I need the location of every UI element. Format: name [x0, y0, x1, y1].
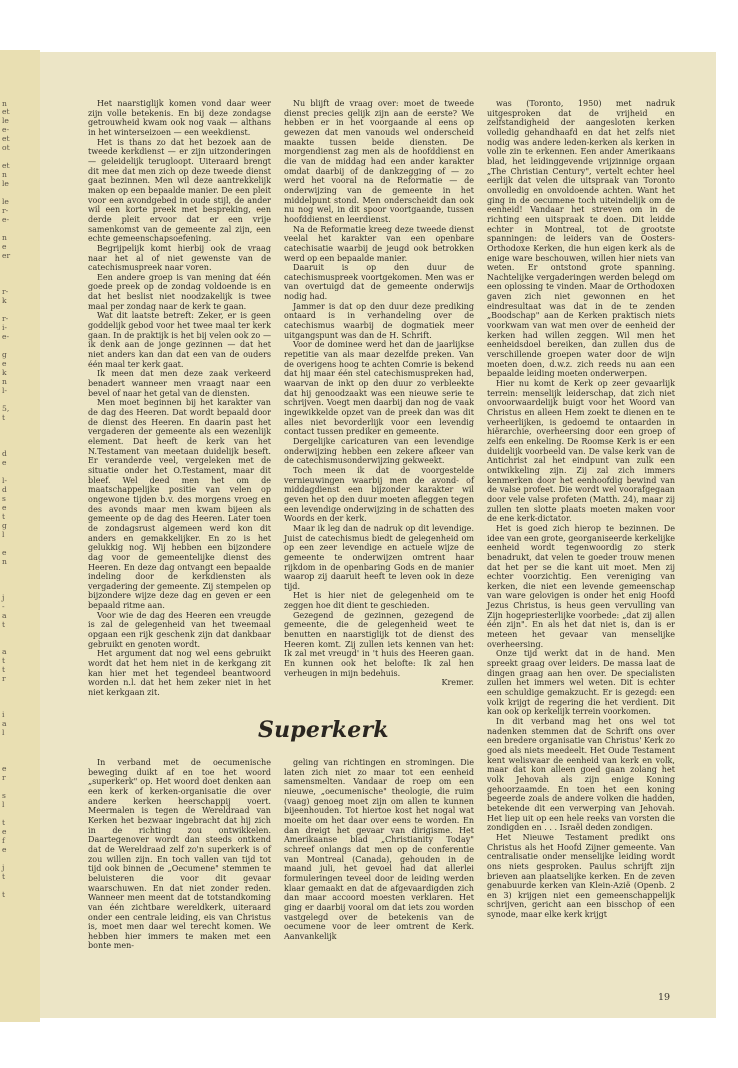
paragraph: Het is hier niet de gelegenheid om te zeggen hoe dit dient te geschieden. [284, 591, 474, 611]
edge-text-fragment: n [2, 377, 7, 386]
edge-text-fragment: t [2, 620, 6, 629]
edge-text-fragment: a [2, 647, 7, 656]
paragraph: Het Nieuwe Testament predikt ons Christus als het Hoofd Zijner gemeente. Van centralisatie onder menselijke leiding wordt ons niets gesproken. Paulus schrijft zijn brieven aan plaatselijke kerken. En de zeven genabuurde kerken van Klein-Azië (Openb. 2 en 3) krijgen niet een gemeenschappelijk schrijven, gericht aan een bisschop of een synode, maar elke kerk krijgt [487, 832, 675, 920]
paragraph: Het naarstiglijk komen vond daar weer zijn volle betekenis. En bij deze zondagse getrouwheid kwam ook nog vaak — althans in het winterseizoen — een weekdienst. [88, 99, 271, 137]
edge-text-fragment: t [2, 656, 6, 665]
edge-text-fragment: n [2, 557, 7, 566]
paragraph: In dit verband mag het ons wel tot nadenken stemmen dat de Schrift ons over een bredere organisatie van Christus' Kerk zo goed als niets meedeelt. Het Oude Testament kent weliswaar de eenheid van kerk en volk, maar dat kon alleen goed gaan zolang het volk Jehovah als zijn enige Koning gehoorzaamde. En toen het een koning begeerde zoals de andere volken die hadden, betekende dit een verwerping van Jehovah. Het liep uit op een hele reeks van vorsten die zondigden en . . . Israël deden zondigen. [487, 717, 675, 833]
paragraph: Jammer is dat op den duur deze prediking ontaard is in verhandeling over de catechismus waarbij de dogmatiek meer uitgangspunt was dan de H. Schrift. [284, 301, 474, 340]
paragraph: Het argument dat nog wel eens gebruikt wordt dat het hem niet in de kerkgang zit kan hier met het tegendeel beantwoord worden n.l. dat het hem zeker niet in het niet kerkgaan zit. [88, 649, 271, 698]
edge-text-fragment: g [2, 521, 7, 530]
paragraph: Dergelijke caricaturen van een levendige onderwijzing hebben een zekere afkeer van de catechismusonderwijzing gekweekt. [284, 436, 474, 466]
edge-text-fragment: d [2, 449, 7, 458]
paragraph: Hier nu komt de Kerk op zeer gevaarlijk terrein: menselijk leiderschap, dat zich niet onvoorwaardelijk buigt voor het Woord van Christus en alleen Hem zoekt te dienen en te verheerlijken, is gedoemd te ontaarden in hiërarchie, overheersing door een groep of zelfs een enkeling. De Roomse Kerk is er een duidelijk voorbeeld van. De valse kerk van de Antichrist zal het eindpunt van zulk een ontwikkeling zijn. Zij zal zich immers kenmerken door het eenhoofdig bewind van de valse profeet. Die wordt wel voorafgegaan door vele valse profeten (Matth. 24), maar zij zullen ten slotte plaats moeten maken voor de ene kerk-dictator. [487, 379, 675, 524]
edge-text-fragment: e [2, 503, 7, 512]
paragraph: Toch meen ik dat de voorgestelde vernieuwingen waarbij men de avond- of middagdienst een bijzonder karakter wil geven het op den duur moeten afleggen tegen een levendige onderwijzing in de schatten des Woords en der kerk. [284, 465, 474, 524]
edge-text-fragment: r- [2, 206, 9, 215]
edge-text-fragment: et [2, 134, 10, 143]
edge-text-fragment: l [2, 728, 5, 737]
edge-text-fragment: n [2, 170, 7, 179]
edge-text-fragment: g [2, 350, 7, 359]
article-column-1 [88, 99, 271, 698]
edge-text-fragment: k [2, 296, 7, 305]
paragraph: Daaruit is op den duur de catechismuspreek voortgekomen. Men was er van overtuigd dat de gemeente onderwijs nodig had. [284, 263, 474, 302]
paragraph: Men moet beginnen bij het karakter van de dag des Heeren. Dat wordt bepaald door de dienst des Heeren. En daarin past het vergaderen der gemeente als een wezenlijk element. Dat heeft de kerk van het N.Testament van meetaan duidelijk beseft. Er veranderde veel, vergeleken met de situatie onder het O.Testament, maar dit bleef. Wel deed men het om de maatschappelijke positie van velen op ongewone tijden b.v. des morgens vroeg en des avonds maar men kwam bijeen als gemeente op de dag des Heeren. Later toen de zondagsrust algemeen werd kon dit anders en gemakkelijker. En zo is het gelukkig nog. Wij hebben een bijzondere dag voor de gemeentelijke dienst des Heeren. En deze dag ontvangt een bepaalde indeling door de kerkdiensten als vergadering der gemeente. Zij stempelen op bijzondere wijze deze dag en geven er een bepaald ritme aan. [88, 398, 271, 611]
edge-text-fragment: t [2, 512, 6, 521]
edge-text-fragment: er [2, 251, 11, 260]
author-signature: Kremer. [441, 678, 474, 688]
edge-text-fragment: i [2, 710, 5, 719]
edge-text-fragment: e [2, 845, 7, 854]
paragraph: Onze tijd werkt dat in de hand. Men spreekt graag over leiders. De massa laat de dingen graag aan hen over. De specialisten zullen het immers wel weten. Dit is echter een schuldige gemakzucht. Er is gezegd: een volk krijgt de regering die het verdient. Dit kan ook op kerkelijk terrein voorkomen. [487, 649, 675, 717]
edge-text-fragment: le [2, 197, 9, 206]
paragraph: Het is goed zich hierop te bezinnen. De idee van een grote, georganiseerde kerkelijke eenheid wordt tegenwoordig zo sterk benadrukt, dat velen te goeder trouw menen dat het per se die kant uit moet. Men zij echter voorzichtig. Een vereniging van kerken, die niet een levende gemeenschap van ware gelovigen is onder het enig Hoofd Jezus Christus, is heus geen vervulling van Zijn hogepriesterlijke voorbede: „dat zij allen één zijn". En als het dat niet is, dan is er meteen het gevaar van menselijke overheersing. [487, 523, 675, 649]
edge-text-fragment: r- [2, 314, 9, 323]
edge-text-fragment: l [2, 530, 5, 539]
edge-text-fragment: 5, [2, 404, 10, 413]
edge-text-fragment: r [2, 674, 6, 683]
edge-text-fragment: e- [2, 332, 10, 341]
paragraph: Maar ik leg dan de nadruk op dit levendige. Juist de catechismus biedt de gelegenheid om op een zeer levendige en actuele wijze de gemeente te onderwijzen omtrent haar rijkdom in de openbaring Gods en de manier waarop zij daaruit heeft te leven ook in deze tijd. [284, 523, 474, 591]
edge-text-fragment: e- [2, 215, 10, 224]
edge-text-fragment: f [2, 836, 5, 845]
edge-text-fragment: a [2, 611, 7, 620]
paragraph: Begrijpelijk komt hierbij ook de vraag naar het al of niet gewenste van de catechismuspreek naar voren. [88, 243, 271, 273]
paragraph: Nu blijft de vraag over: moet de tweede dienst precies gelijk zijn aan de eerste? We hebben er in het voorgaande al eens op gewezen dat men vanouds wel onderscheid maakte tussen beide diensten. De morgendienst zag men als de hoofddienst en die van de middag had een ander karakter omdat daarbij of de dankzegging of — zo werd het vooral na de Reformatie — de onderwijzing van de gemeente in het middelpunt stond. Men onderscheidt dan ook nu nog wel, in dit spoor voortgaande, tussen hoofddienst en leerdienst. [284, 99, 474, 224]
edge-text-fragment: e [2, 242, 7, 251]
edge-text-fragment: t [2, 872, 6, 881]
article-title-superkerk: Superkerk [258, 717, 389, 743]
edge-text-fragment: le [2, 116, 9, 125]
paragraph: Gezegend de gezinnen, gezegend de gemeente, die de gelegenheid weet te benutten en naarstiglijk tot de dienst des Heeren komt. Zij zullen iets kennen van het: Ik zal met vreugd' in 't huis des Heeren gaan. En kunnen ook het belofte: Ik zal hen verheugen in mijn bedehuis. [284, 610, 474, 678]
edge-text-fragment: l [2, 800, 5, 809]
page-number: 19 [658, 992, 671, 1003]
edge-text-fragment: t [2, 890, 6, 899]
paragraph: Wat dit laatste betreft: Zeker, er is geen goddelijk gebod voor het twee maal ter kerk gaan. In de praktijk is het bij velen ook zo — ik denk aan de jonge gezinnen — dat het niet anders kan dan dat een van de ouders één maal ter kerk gaat. [88, 311, 271, 369]
edge-text-fragment: n [2, 99, 7, 108]
edge-text-fragment: d [2, 485, 7, 494]
edge-text-fragment: et [2, 161, 10, 170]
edge-text-fragment: r- [2, 287, 9, 296]
paragraph: Ik meen dat men deze zaak verkeerd benadert wanneer men vraagt naar een bevel of naar het getal van de diensten. [88, 369, 271, 398]
superkerk-column-2 [284, 758, 474, 941]
edge-text-fragment: e [2, 458, 7, 467]
edge-text-fragment: i- [2, 323, 7, 332]
article-column-2 [284, 99, 474, 688]
edge-text-fragment: e [2, 359, 7, 368]
paragraph: Het is thans zo dat het bezoek aan de tweede kerkdienst — er zijn uitzonderingen — geleidelijk terugloopt. Uiteraard brengt dit mee dat men zich op deze tweede dienst gaat bezinnen. Men wil deze aantrekkelijk maken op een bepaalde manier. De een pleit voor een avondgebed in oude stijl, de ander wil een korte preek met bespreking, een derde pleit ervoor dat er een vrije samenkomst van de gemeente zal zijn, een echte gemeenschapsoefening. [88, 137, 271, 244]
edge-text-fragment: s [2, 494, 6, 503]
edge-text-fragment: ot [2, 143, 10, 152]
paragraph: Voor wie de dag des Heeren een vreugde is zal de gelegenheid van het tweemaal opgaan een rijk geschenk zijn dat dankbaar gebruikt en genoten wordt. [88, 610, 271, 649]
edge-text-fragment: l- [2, 476, 7, 485]
edge-text-fragment: e- [2, 125, 10, 134]
edge-text-fragment: j [2, 863, 5, 872]
edge-text-fragment: n [2, 233, 7, 242]
edge-text-fragment: k [2, 368, 7, 377]
edge-text-fragment: l- [2, 386, 7, 395]
paragraph: In verband met de oecumenische beweging duikt af en toe het woord „superkerk" op. Het woord doet denken aan een kerk of kerken-organisatie die over andere kerken heerschappij voert. Meermalen is tegen de Wereldraad van Kerken het bezwaar ingebracht dat hij zich in de richting zou ontwikkelen. Daartegenover wordt dan steeds ontkend dat de Wereldraad zelf zo'n superkerk is of zou willen zijn. En toch vallen van tijd tot tijd ook binnen de „Oecumene" stemmen te beluisteren die voor dit gevaar waarschuwen. En dat niet zonder reden. Wanneer men meent dat de totstandkoming van één zichtbare wereldkerk, uiteraard onder een centrale leiding, eis van Christus is, moet men daar wel terecht komen. We hebben hier immers te maken met een bonte men- [88, 758, 271, 951]
edge-text-fragment: s [2, 791, 6, 800]
paragraph: geling van richtingen en stromingen. Die laten zich niet zo maar tot een eenheid samensmelten. Vandaar de roep om een nieuwe, „oecumenische" theologie, die ruim (vaag) genoeg moet zijn om allen te kunnen bijeenhouden. Tot hiertoe kost het nogal wat moeite om het daar over eens te worden. En dan dreigt het gevaar van dirigisme. Het Amerikaanse blad „Christianity Today" schreef onlangs dat men op de conferentie van Montreal (Canada), gehouden in de maand juli, het gevoel had dat allerlei formuleringen teveel door de leiding werden klaar gemaakt en dat de afgevaardigden zich dan maar accoord moesten verklaren. Het ging er daarbij vooral om dat iets zou worden vastgelegd over de betekenis van de oecumene voor de leer omtrent de Kerk. Aanvankelijk [284, 758, 474, 941]
superkerk-column-1 [88, 758, 271, 951]
paragraph: Na de Reformatie kreeg deze tweede dienst veelal het karakter van een openbare catechisatie waarbij de jeugd ook betrokken werd op een bepaalde manier. [284, 224, 474, 263]
edge-text-fragment: a [2, 719, 7, 728]
paragraph: Voor de dominee werd het dan de jaarlijkse repetitie van als maar dezelfde preken. Van de overigens hoog te achten Comrie is bekend dat hij maar één stel catechismuspreken had, waarvan de inkt op den duur zo verbleekte dat hij genoodzaakt was een nieuwe serie te schrijven. Voegt men daarbij dan nog de vaak ingewikkelde opzet van de preek dan was dit alles niet bevorderlijk voor een levendig contact tussen prediker en gemeente. [284, 340, 474, 437]
paragraph: was (Toronto, 1950) met nadruk uitgesproken dat de vrijheid en zelfstandigheid der aangesloten kerken volledig gehandhaafd en dat het zelfs niet nodig was andere leden-kerken als kerken in volle zin te erkennen. Een ander Amerikaans blad, het leidinggevende vrijzinnige orgaan „The Christian Century", vertelt echter heel eerlijk dat velen die uitspraak van Toronto onvolledig en onvoldoende achten. Want het ging in de oecumene toch uiteindelijk om de eenheid! Vandaar het streven om in de richting een uitspraak te doen. Dit leidde echter in Montreal, tot de grootste spanningen: de leiders van de Oosters-Orthodoxe Kerken, die hun eigen kerk als de enige ware beschouwen, willen hier niets van weten. Er ontstond grote spanning. Nachtelijke vergaderingen werden belegd om een oplossing te vinden. Maar de Orthodoxen gaven zich niet gewonnen en het eindresultaat was dat in de te zenden „Boodschap" aan de Kerken praktisch niets voorkwam van wat men over de eenheid der kerken had willen zeggen. Wil men het eenheidsdoel bereiken, dan zullen dus de verschillende groepen water door de wijn moeten doen, d.w.z. zich reeds nu aan een bepaalde leiding moeten onderwerpen. [487, 99, 675, 379]
edge-text-fragment: e [2, 827, 7, 836]
edge-text-fragment: j [2, 593, 5, 602]
adjacent-page-edge [0, 50, 40, 1022]
edge-text-fragment: r [2, 773, 6, 782]
edge-text-fragment: t [2, 665, 6, 674]
edge-text-fragment: t [2, 413, 6, 422]
edge-text-fragment: e [2, 764, 7, 773]
edge-text-fragment: le [2, 179, 9, 188]
edge-text-fragment: et [2, 107, 10, 116]
paragraph: Een andere groep is van mening dat één goede preek op de zondag voldoende is en dat het beslist niet noodzakelijk is twee maal per zondag naar de kerk te gaan. [88, 272, 271, 311]
edge-text-fragment: e [2, 548, 7, 557]
edge-text-fragment: - [2, 602, 5, 611]
edge-text-fragment: t [2, 818, 6, 827]
article-column-3 [487, 99, 675, 920]
